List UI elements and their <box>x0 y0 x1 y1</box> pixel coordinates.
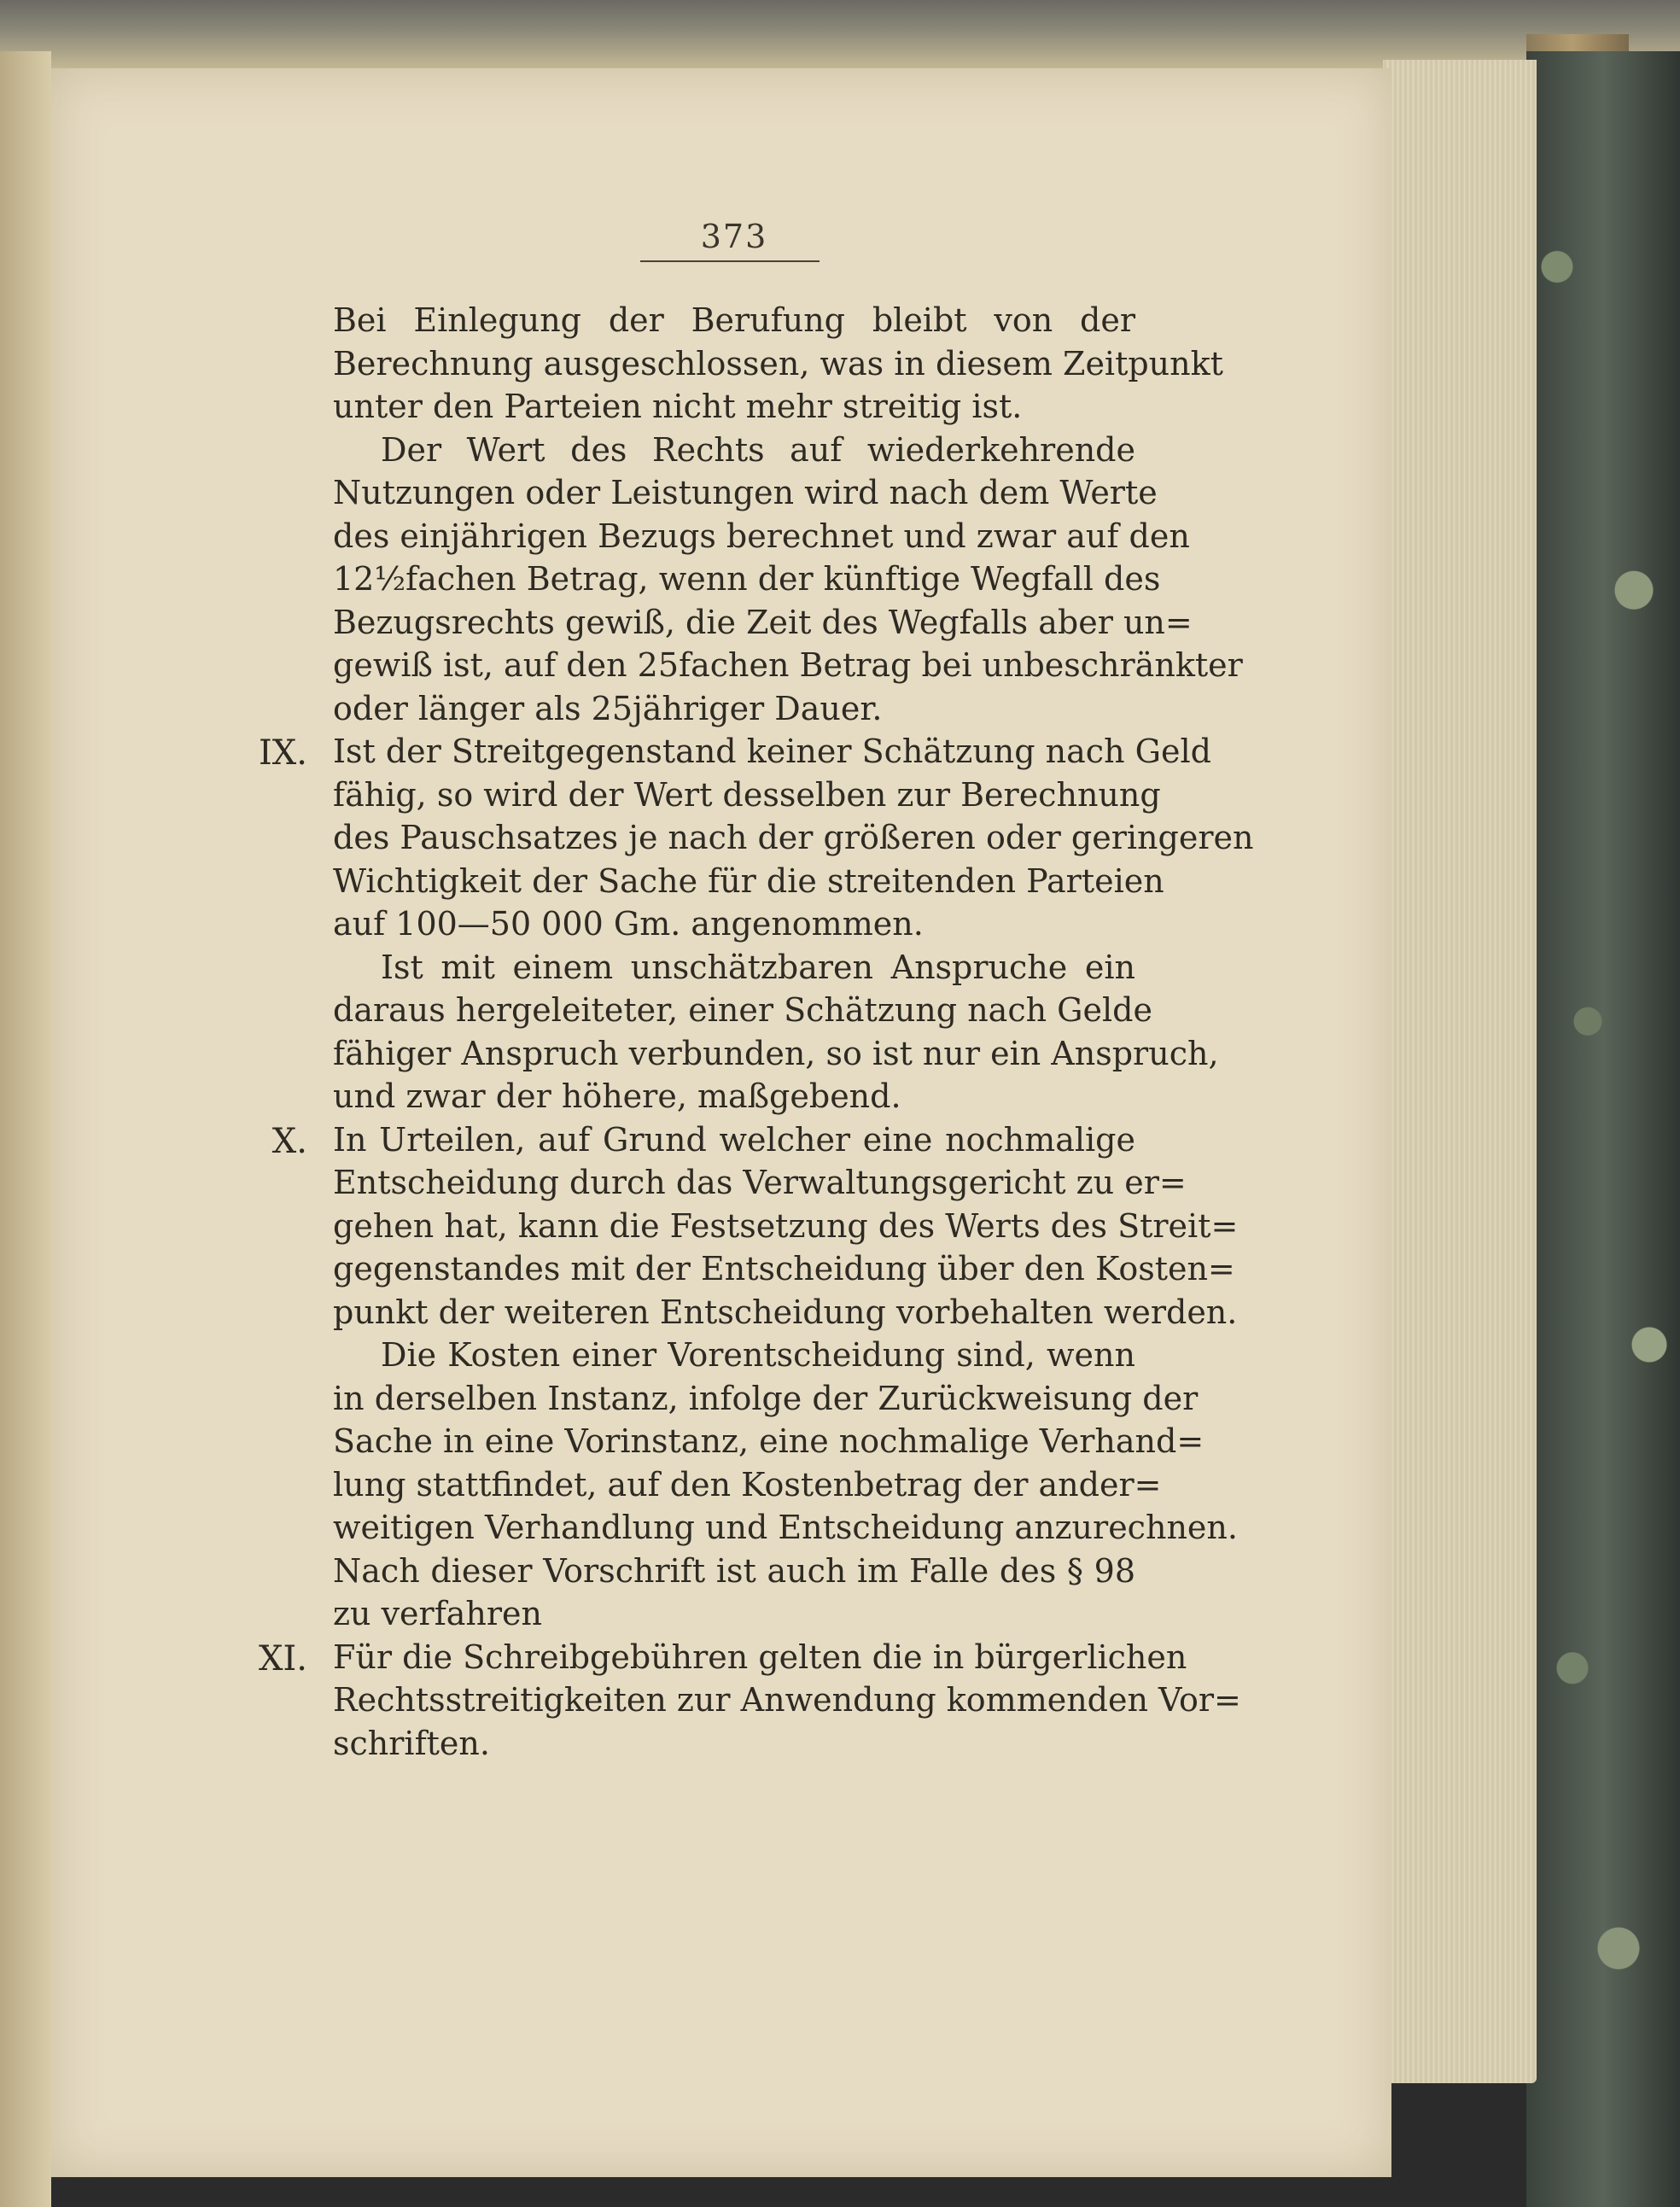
text-line: Ist der Streitgegenstand keiner Schätzung nach Geld <box>333 733 1211 770</box>
text-line: Bezugsrechts gewiß, die Zeit des Wegfalls aber un= <box>333 603 1193 641</box>
text-line: unter den Parteien nicht mehr streitig ist. <box>333 388 1023 425</box>
header-rule <box>640 260 820 262</box>
text-line: weitigen Verhandlung und Entscheidung anzurechnen. <box>333 1509 1238 1546</box>
text-line: Der Wert des Rechts auf wiederkehrende <box>381 430 1135 469</box>
text-line: Die Kosten einer Vorentscheidung sind, wenn <box>381 1336 1135 1374</box>
text-line: Berechnung ausgeschlossen, was in diesem Zeitpunkt <box>333 344 1223 382</box>
section-numeral: IX. <box>259 733 307 773</box>
text-line: und zwar der höhere, maßgebend. <box>333 1077 901 1115</box>
text-line: 12½fachen Betrag, wenn der künftige Wegfall des <box>333 560 1161 598</box>
text-line: Entscheidung durch das Verwaltungsgericht zu er= <box>333 1164 1187 1201</box>
text-line: in derselben Instanz, infolge der Zurückweisung der <box>333 1379 1199 1417</box>
text-line: Für die Schreibgebühren gelten die in bürgerlichen <box>333 1638 1187 1676</box>
text-line: Ist mit einem unschätzbaren Anspruche ein <box>381 948 1135 986</box>
text-line: daraus hergeleiteter, einer Schätzung nach Gelde <box>333 991 1152 1029</box>
text-line: punkt der weiteren Entscheidung vorbehalten werden. <box>333 1293 1238 1331</box>
text-line: fähig, so wird der Wert desselben zur Berechnung <box>333 775 1161 814</box>
page-stack-edge <box>1383 60 1537 2083</box>
text-line: Nutzungen oder Leistungen wird nach dem Werte <box>333 474 1158 511</box>
text-line: gegenstandes mit der Entscheidung über den Kosten= <box>333 1250 1235 1287</box>
text-line: schriften. <box>333 1724 490 1762</box>
text-line: lung stattfindet, auf den Kostenbetrag der ander= <box>333 1465 1162 1503</box>
text-line: gewiß ist, auf den 25fachen Betrag bei unbeschränkter <box>333 646 1243 684</box>
text-line: Nach dieser Vorschrift ist auch im Falle des § 98 <box>333 1551 1135 1590</box>
body-text <box>333 299 1254 1765</box>
text-line: fähiger Anspruch verbunden, so ist nur ein Anspruch, <box>333 1034 1219 1072</box>
text-line: auf 100—50 000 Gm. angenommen. <box>333 905 924 943</box>
page-number: 373 <box>700 218 768 255</box>
text-line: Wichtigkeit der Sache für die streitenden Parteien <box>333 861 1164 900</box>
text-line: Sache in eine Vorinstanz, eine nochmalige Verhand= <box>333 1422 1205 1460</box>
text-line: zu verfahren <box>333 1595 543 1632</box>
text-line: In Urteilen, auf Grund welcher eine nochmalige <box>333 1120 1135 1159</box>
text-line: des einjährigen Bezugs berechnet und zwar auf den <box>333 517 1190 555</box>
text-line: Rechtsstreitigkeiten zur Anwendung kommenden Vor= <box>333 1681 1241 1719</box>
left-page-edge <box>0 51 51 2207</box>
text-line: oder länger als 25jähriger Dauer. <box>333 689 883 727</box>
text-line: gehen hat, kann die Festsetzung des Werts des Streit= <box>333 1206 1239 1245</box>
section-numeral: X. <box>271 1121 307 1161</box>
marbled-cover <box>1526 51 1680 2207</box>
text-line: des Pauschsatzes je nach der größeren oder geringeren <box>333 819 1254 856</box>
section-numeral: XI. <box>259 1638 307 1679</box>
text-line: Bei Einlegung der Berufung bleibt von der <box>333 301 1135 339</box>
